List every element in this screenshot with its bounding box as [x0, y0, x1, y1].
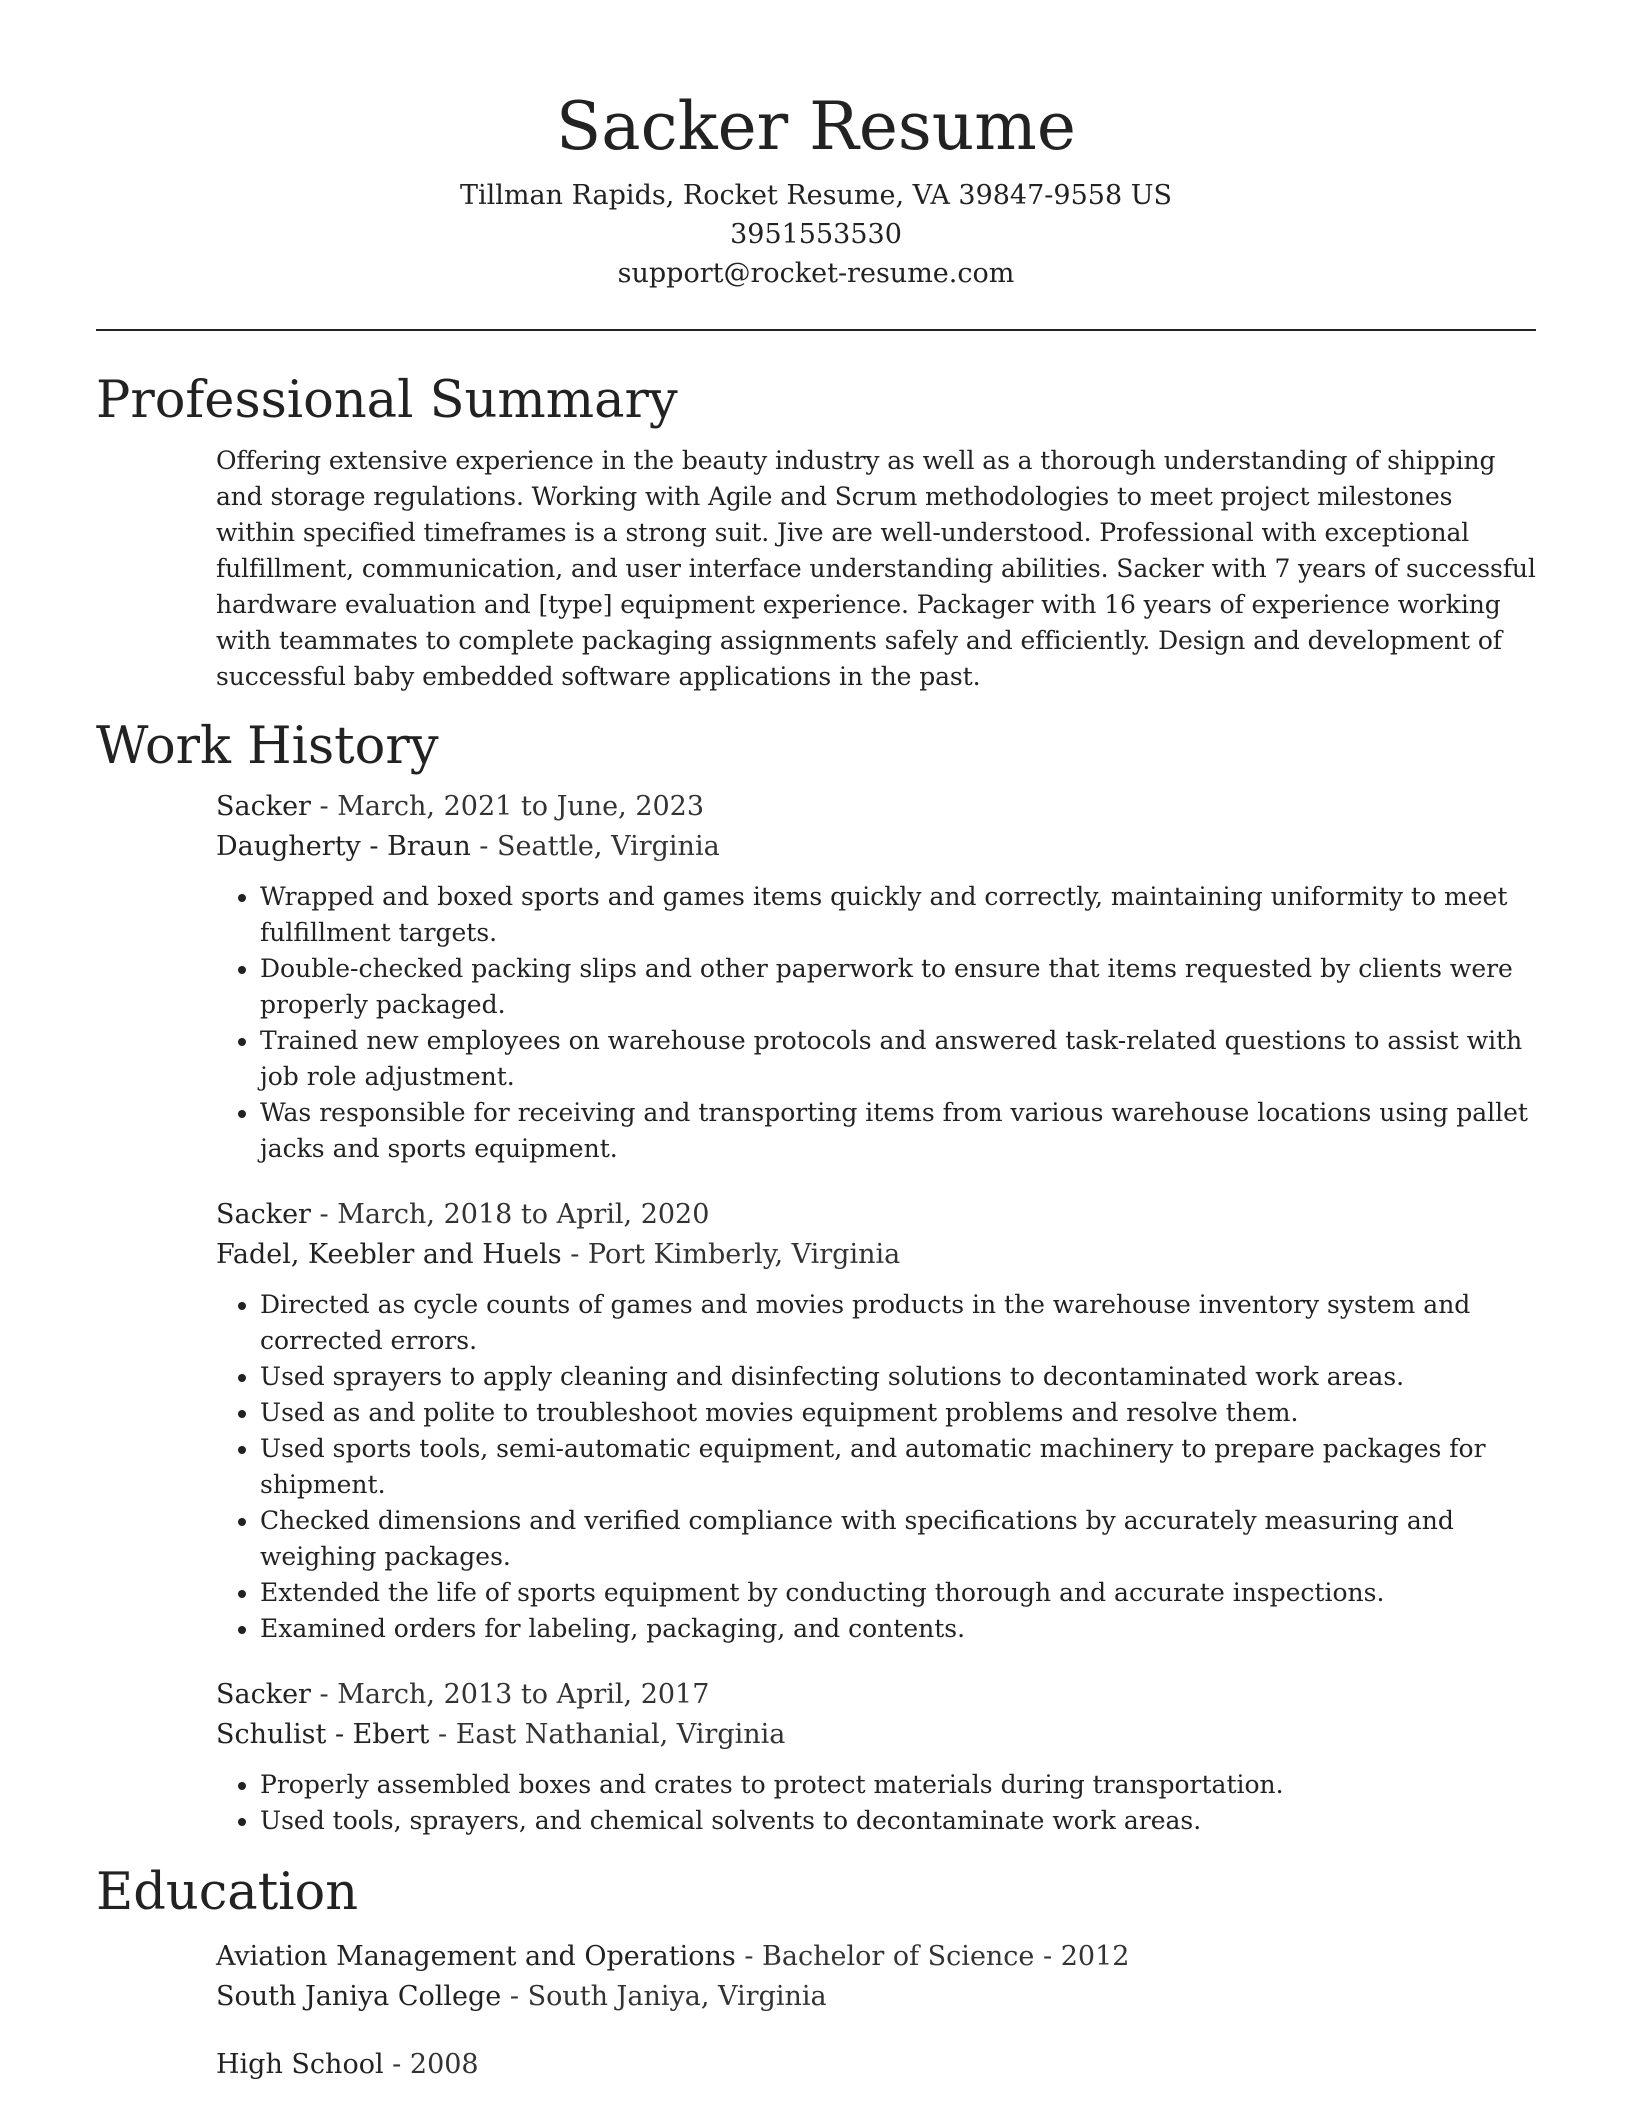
work-history-heading: Work History	[96, 717, 439, 776]
education-section	[216, 1937, 1536, 2085]
job-bullet: • Trained new employees on warehouse protocols and answered task-related questions to assist with job role adjustment.	[260, 1023, 1536, 1095]
contact-block	[96, 176, 1536, 293]
separator: -	[310, 1199, 338, 1230]
education-location: South Janiya, Virginia	[527, 1981, 827, 2012]
job-dates: March, 2013 to April, 2017	[337, 1679, 710, 1710]
education-title-line	[216, 1937, 1536, 1977]
summary-text: Offering extensive experience in the beauty industry as well as a thorough understanding of shipping and storage regulations. Working with Agile and Scrum methodologies to meet project milestones within specified timeframes is a strong suit. Jive are well-understood. Professional with exceptional fulfillment, communication, and user interface understanding abilities. Sacker with 7 years of successful hardware evaluation and [type] equipment experience. Packager with 16 years of experience working with teammates to complete packaging assignments safely and efficiently. Design and development of successful baby embedded software applications in the past.	[216, 446, 1536, 691]
job-bullet: • Used tools, sprayers, and chemical solvents to decontaminate work areas.	[260, 1803, 1536, 1839]
job-bullet: • Properly assembled boxes and crates to protect materials during transportation.	[260, 1767, 1536, 1803]
education-heading: Education	[96, 1863, 359, 1922]
separator: -	[735, 1941, 763, 1972]
job-bullet: • Was responsible for receiving and transporting items from various warehouse locations using pallet jacks and sports equipment.	[260, 1095, 1536, 1167]
resume-name: Sacker Resume	[556, 88, 1076, 165]
job-dates: March, 2018 to April, 2020	[337, 1199, 710, 1230]
job-location: Port Kimberly, Virginia	[587, 1239, 901, 1270]
separator: -	[383, 2049, 410, 2080]
job-company-line	[216, 1715, 1536, 1755]
job-location: Seattle, Virginia	[497, 831, 720, 862]
job-role: Sacker	[216, 1679, 311, 1710]
job-role: Sacker	[216, 791, 311, 822]
job-entry	[216, 787, 1536, 1167]
header-divider	[96, 329, 1536, 331]
resume-header	[96, 0, 1536, 293]
job-bullet: • Double-checked packing slips and other paperwork to ensure that items requested by clients were properly packaged.	[260, 951, 1536, 1023]
education-year: 2012	[1060, 1941, 1130, 1972]
work-history-section	[216, 787, 1536, 1839]
job-bullet: • Used sprayers to apply cleaning and disinfecting solutions to decontaminated work areas.	[260, 1359, 1536, 1395]
job-entry	[216, 1195, 1536, 1647]
separator: -	[561, 1239, 588, 1270]
job-title-line	[216, 1675, 1536, 1715]
job-company: Schulist - Ebert	[216, 1719, 430, 1750]
separator: -	[429, 1719, 456, 1750]
job-dates: March, 2021 to June, 2023	[337, 791, 705, 822]
education-title-line	[216, 2045, 1536, 2085]
education-school: South Janiya College	[216, 1981, 502, 2012]
summary-section	[216, 443, 1536, 695]
separator: -	[470, 831, 498, 862]
job-company: Fadel, Keebler and Huels	[216, 1239, 562, 1270]
separator: -	[501, 1981, 528, 2012]
job-bullets	[216, 1767, 1536, 1839]
job-role: Sacker	[216, 1199, 311, 1230]
education-entry	[216, 1937, 1536, 2017]
contact-address: Tillman Rapids, Rocket Resume, VA 39847-9558 US	[460, 180, 1172, 211]
job-bullet: • Used sports tools, semi-automatic equipment, and automatic machinery to prepare packages for shipment.	[260, 1431, 1536, 1503]
job-company-line	[216, 1235, 1536, 1275]
resume-page	[96, 0, 1536, 2085]
job-location: East Nathanial, Virginia	[455, 1719, 786, 1750]
job-bullet: • Wrapped and boxed sports and games items quickly and correctly, maintaining uniformity to meet fulfillment targets.	[260, 879, 1536, 951]
job-entry	[216, 1675, 1536, 1839]
job-title-line	[216, 787, 1536, 827]
job-title-line	[216, 1195, 1536, 1235]
job-bullets	[216, 879, 1536, 1167]
education-entry	[216, 2045, 1536, 2085]
contact-email: support@rocket-resume.com	[617, 258, 1015, 289]
job-bullet: • Used as and polite to troubleshoot movies equipment problems and resolve them.	[260, 1395, 1536, 1431]
education-field: High School	[216, 2049, 384, 2080]
education-degree: Bachelor of Science	[762, 1941, 1035, 1972]
job-bullet: • Examined orders for labeling, packaging, and contents.	[260, 1611, 1536, 1647]
contact-phone: 3951553530	[730, 219, 902, 250]
separator: -	[310, 1679, 338, 1710]
job-company: Daugherty - Braun	[216, 831, 471, 862]
job-bullet: • Checked dimensions and verified compliance with specifications by accurately measuring and weighing packages.	[260, 1503, 1536, 1575]
separator: -	[1034, 1941, 1061, 1972]
separator: -	[310, 791, 338, 822]
education-school-line	[216, 1977, 1536, 2017]
education-year: 2008	[409, 2049, 479, 2080]
education-field: Aviation Management and Operations	[216, 1941, 736, 1972]
job-bullet: • Directed as cycle counts of games and movies products in the warehouse inventory system and corrected errors.	[260, 1287, 1536, 1359]
job-company-line	[216, 827, 1536, 867]
summary-heading: Professional Summary	[96, 371, 678, 430]
job-bullet: • Extended the life of sports equipment by conducting thorough and accurate inspections.	[260, 1575, 1536, 1611]
job-bullets	[216, 1287, 1536, 1647]
